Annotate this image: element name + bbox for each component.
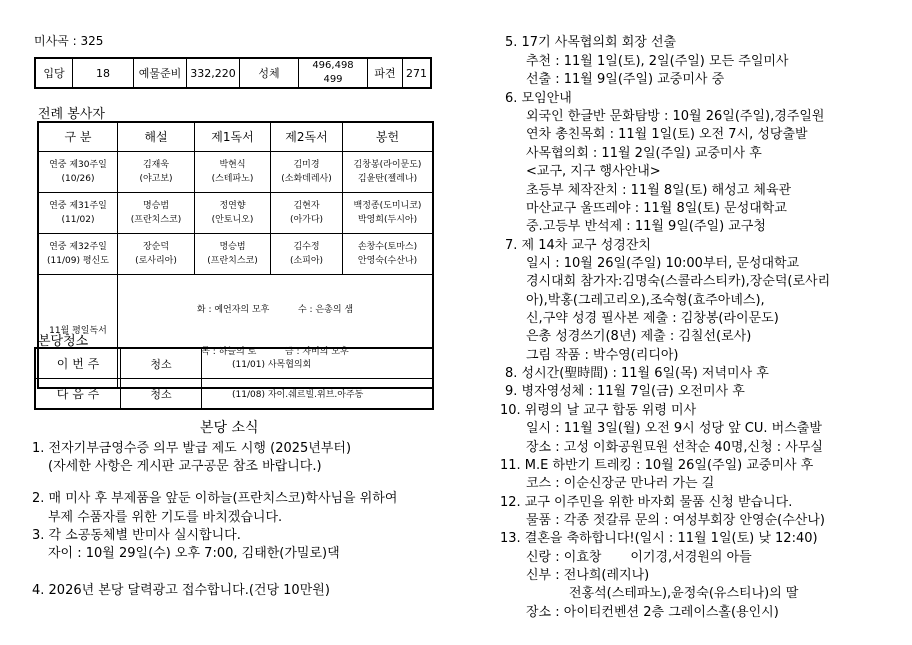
cleaning-detail: (11/08) 자이.쉐르빌.위브.아주동	[202, 379, 434, 410]
liturgy-cell: 김재욱 (야고보)	[118, 152, 195, 193]
liturgy-cell: 손창수(토마스) 안영숙(수산나)	[343, 234, 434, 275]
news-item-detail: 신랑 : 이효창 이기경,서경원의 아들	[526, 550, 752, 565]
news-item-detail: 장소 : 아이티컨벤션 2층 그레이스홀(용인시)	[526, 605, 779, 620]
news-item-detail: 선출 : 11월 9일(주일) 교중미사 중	[526, 72, 725, 87]
liturgy-header-offertory: 봉헌	[343, 122, 434, 152]
cleaning-when: 이 번 주	[35, 348, 121, 379]
news-item: 12. 교구 이주민을 위한 바자회 물품 신청 받습니다.	[500, 495, 793, 510]
liturgy-cell: 김현자 (아가다)	[271, 193, 343, 234]
news-item: 13. 결혼을 축하합니다!(일시 : 11월 1일(토) 낮 12:40)	[500, 531, 818, 546]
news-item: 5. 17기 사목협의회 회장 선출	[505, 35, 677, 50]
liturgy-row	[38, 152, 433, 193]
liturgy-header-reading2: 제2독서	[271, 122, 343, 152]
cleaning-row	[35, 379, 433, 410]
cleaning-task: 청소	[121, 379, 202, 410]
news-item: 4. 2026년 본당 달력광고 접수합니다.(건당 10만원)	[32, 583, 330, 598]
news-item-detail: 일시 : 11월 3일(월) 오전 9시 성당 앞 CU. 버스출발	[526, 421, 822, 436]
news-item-detail: 초등부 체작잔치 : 11월 8일(토) 해성고 체육관	[526, 183, 792, 198]
news-item-detail: 코스 : 이순신장군 만나러 가는 길	[526, 476, 715, 491]
news-item-detail: 연차 총친목회 : 11월 1일(토) 오전 7시, 성당출발	[526, 127, 808, 142]
news-item: 2. 매 미사 후 부제품을 앞둔 이하늘(프란치스코)학사님을 위하여	[32, 491, 398, 506]
cleaning-table	[34, 347, 434, 410]
news-item-detail: 추천 : 11월 1일(토), 2일(주일) 모든 주일미사	[526, 54, 789, 69]
news-item-detail: 신부 : 전나희(레지나)	[526, 568, 650, 583]
news-item-detail: 부제 수품자를 위한 기도를 바치겠습니다.	[48, 510, 283, 525]
news-item: 1. 전자기부금영수증 의무 발급 제도 시행 (2025년부터)	[32, 441, 352, 456]
news-item-detail: (자세한 사항은 게시판 교구공문 참조 바랍니다.)	[48, 459, 322, 474]
liturgy-cell: 명승범 (프란치스코)	[195, 234, 271, 275]
weekday-reading-line2: 목 : 하늘의 로 금 : 자비의 모후	[201, 347, 349, 357]
liturgy-cell: 정연향 (안토니오)	[195, 193, 271, 234]
news-item-detail: 은총 성경쓰기(8년) 제출 : 김칠선(로사)	[526, 329, 752, 344]
liturgy-header-reading1: 제1독서	[195, 122, 271, 152]
liturgy-section-title: 전례 봉사자	[38, 107, 105, 122]
cleaning-section-title: 본당청소	[38, 334, 89, 349]
weekday-reading-line1: 화 : 예언자의 모후 수 : 은총의 샘	[196, 305, 354, 315]
news-title: 본당 소식	[200, 420, 259, 436]
liturgy-cell: 박현식 (스테파노)	[195, 152, 271, 193]
stat-label-dismissal: 파견	[368, 58, 403, 88]
news-item-detail: <교구, 지구 행사안내>	[526, 164, 661, 179]
liturgy-row-date: 연중 제30주일 (10/26)	[38, 152, 118, 193]
liturgy-header-commentary: 해설	[118, 122, 195, 152]
news-item-detail: 장소 : 고성 이화공원묘원 선착순 40명,신청 : 사무실	[526, 440, 823, 455]
mass-song-number: 미사곡 : 325	[34, 34, 104, 48]
news-item: 11. M.E 하반기 트레킹 : 10월 26일(주일) 교중미사 후	[500, 458, 814, 473]
liturgy-cell: 백정종(도미니코) 박영희(두시아)	[343, 193, 434, 234]
liturgy-row	[38, 193, 433, 234]
stat-value-dismissal: 271	[403, 58, 432, 88]
liturgy-cell: 김미경 (소화데레사)	[271, 152, 343, 193]
communion-value-line2: 499	[323, 74, 343, 85]
liturgy-row	[38, 234, 433, 275]
stat-label-offering: 예물준비	[134, 58, 187, 88]
news-item-detail: 경시대회 참가자:김명숙(스콜라스티카),장순덕(로사리	[526, 274, 831, 289]
stat-label-entrance: 입당	[35, 58, 73, 88]
news-item: 6. 모임안내	[505, 91, 572, 106]
cleaning-row	[35, 348, 433, 379]
news-item: 3. 각 소공동체별 반미사 실시합니다.	[32, 528, 241, 543]
stat-value-offering: 332,220	[187, 58, 240, 88]
news-item-detail: 마산교구 울뜨레야 : 11월 8일(토) 문성대학교	[526, 201, 787, 216]
news-item-detail: 아),박홍(그레고리오),조숙형(효주아녜스),	[526, 293, 765, 308]
news-item: 9. 병자영성체 : 11월 7일(금) 오전미사 후	[505, 384, 745, 399]
news-item-detail: 신,구약 성경 필사본 제출 : 김창봉(라이문도)	[526, 311, 779, 326]
news-item-detail: 그림 작품 : 박수영(리디아)	[526, 348, 679, 363]
news-item-detail: 외국인 한글반 문화탐방 : 10월 26일(주일),경주일원	[526, 109, 825, 124]
stat-value-entrance: 18	[73, 58, 134, 88]
news-item-detail: 중.고등부 반석제 : 11월 9일(주일) 교구청	[526, 219, 766, 234]
liturgy-header-division: 구 분	[38, 122, 118, 152]
news-item-detail: 자이 : 10월 29일(수) 오후 7:00, 김태한(가밀로)댁	[48, 546, 340, 561]
cleaning-detail: (11/01) 사목협의회	[202, 348, 434, 379]
stat-value-communion	[299, 58, 368, 88]
stat-label-communion: 성체	[240, 58, 299, 88]
news-item-detail: 물품 : 각종 젓갈류 문의 : 여성부회장 안영순(수산나)	[526, 513, 825, 528]
news-item: 10. 위령의 날 교구 합동 위령 미사	[500, 403, 697, 418]
news-item-detail: 사목협의회 : 11월 2일(주일) 교중미사 후	[526, 146, 762, 161]
liturgy-cell: 김창봉(라이문도) 김윤탄(젤레나)	[343, 152, 434, 193]
cleaning-task: 청소	[121, 348, 202, 379]
news-item-detail: 일시 : 10월 26일(주일) 10:00부터, 문성대학교	[526, 256, 800, 271]
communion-value-line1: 496,498	[312, 60, 354, 71]
liturgy-cell: 김수정 (소피아)	[271, 234, 343, 275]
news-item: 8. 성시간(聖時間) : 11월 6일(목) 저녁미사 후	[505, 366, 769, 381]
liturgy-row-date: 연중 제31주일 (11/02)	[38, 193, 118, 234]
liturgy-row-date: 연중 제32주일 (11/09) 평신도	[38, 234, 118, 275]
weekday-reading-label: 11월 평일독서	[38, 275, 118, 389]
news-item: 7. 제 14차 교구 성경잔치	[505, 238, 651, 253]
mass-stats-table	[34, 57, 432, 89]
liturgy-cell: 장순덕 (로사리아)	[118, 234, 195, 275]
news-item-detail: 전홍석(스테파노),윤정숙(유스티나)의 딸	[569, 586, 799, 601]
cleaning-when: 다 음 주	[35, 379, 121, 410]
liturgy-cell: 명승범 (프란치스코)	[118, 193, 195, 234]
